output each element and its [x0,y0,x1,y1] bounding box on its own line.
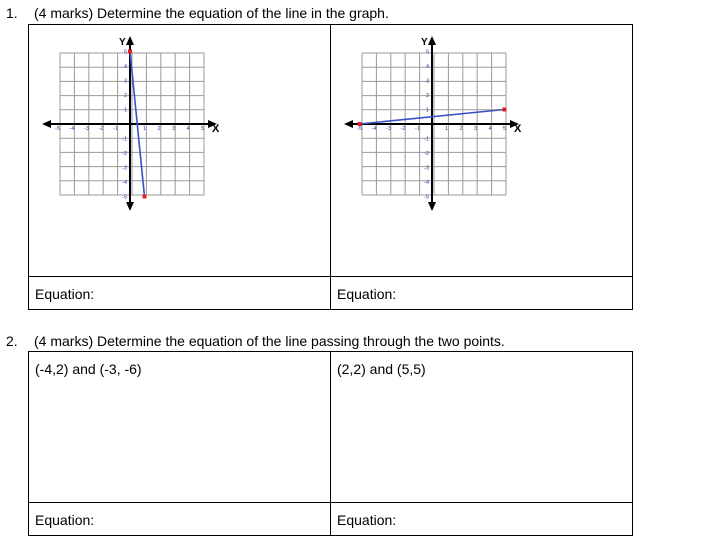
question-1-text: (4 marks) Determine the equation of the line in the graph. [34,5,389,21]
question-2-table [28,351,633,536]
y-tick-label: 5 [123,49,127,56]
y-tick-label: -1 [122,136,127,143]
problem-cell-1[interactable] [29,352,331,503]
line-endpoint [143,195,147,199]
y-tick-label: 2 [425,93,429,99]
y-tick-label: -2 [122,151,127,157]
x-tick-label: -1 [113,126,118,132]
y-axis-arrow-up [428,36,436,45]
graph-2 [344,36,524,211]
x-tick-label: 3 [473,126,478,132]
x-axis-arrow-left [344,120,353,128]
question-1-number: 1. [6,5,18,21]
equation-label: Equation: [35,512,95,528]
x-tick-label: -2 [98,126,104,132]
x-tick-label: 4 [186,126,190,132]
x-tick-label: 1 [444,126,449,132]
y-tick-label: 3 [425,78,429,85]
x-tick-label: 5 [200,126,205,132]
y-tick-label: -4 [424,180,429,186]
question-2-text: (4 marks) Determine the equation of the line passing through the two points. [34,333,505,349]
y-tick-label: -1 [424,136,429,143]
equation-label: Equation: [35,286,95,302]
y-tick-label: -3 [424,165,429,172]
graph-1 [42,36,222,211]
equation-box-4[interactable] [331,503,633,536]
question-1-table [28,24,633,310]
x-tick-label: 4 [488,126,492,132]
x-tick-label: -5 [55,126,60,132]
y-tick-label: 4 [425,64,429,70]
y-tick-label: -3 [122,165,127,172]
y-tick-label: 4 [123,64,127,70]
x-tick-label: 5 [502,126,507,132]
y-tick-label: 1 [425,107,429,114]
y-tick-label: -4 [122,180,127,186]
x-tick-label: 2 [459,126,463,132]
x-tick-label: -4 [371,126,377,132]
line-endpoint [358,122,362,126]
y-axis-label: Y [421,37,428,48]
graph-cell-1 [29,25,331,277]
equation-label: Equation: [337,512,397,528]
x-axis-label: X [212,123,220,135]
y-tick-label: 5 [425,49,429,56]
graph-cell-2 [331,25,633,277]
x-tick-label: -3 [386,126,391,132]
y-tick-label: 3 [123,78,127,85]
y-tick-label: 1 [123,107,127,114]
y-axis-arrow-up [126,36,134,45]
problem-cell-2[interactable] [331,352,633,503]
y-tick-label: -2 [424,151,429,157]
y-tick-label: -5 [122,194,127,201]
equation-label: Equation: [337,286,397,302]
question-2-number: 2. [6,333,18,349]
x-tick-label: 1 [142,126,147,132]
x-tick-label: -5 [357,126,362,132]
y-axis-label: Y [119,37,126,48]
x-axis-arrow-left [42,120,51,128]
x-tick-label: 3 [171,126,176,132]
x-tick-label: -3 [84,126,89,132]
x-tick-label: -1 [415,126,420,132]
x-tick-label: 2 [157,126,161,132]
equation-box-3[interactable] [29,503,331,536]
points-text-1: (-4,2) and (-3, -6) [35,361,142,377]
line-endpoint [503,108,507,112]
y-tick-label: 2 [123,93,127,99]
y-tick-label: -5 [424,194,429,201]
y-axis-arrow-down [428,202,436,211]
equation-box-2[interactable] [331,277,633,310]
x-axis-label: X [514,123,522,135]
y-axis-arrow-down [126,202,134,211]
x-tick-label: -4 [69,126,75,132]
points-text-2: (2,2) and (5,5) [337,361,426,377]
x-tick-label: -2 [400,126,406,132]
line-endpoint [128,50,132,54]
equation-box-1[interactable] [29,277,331,310]
